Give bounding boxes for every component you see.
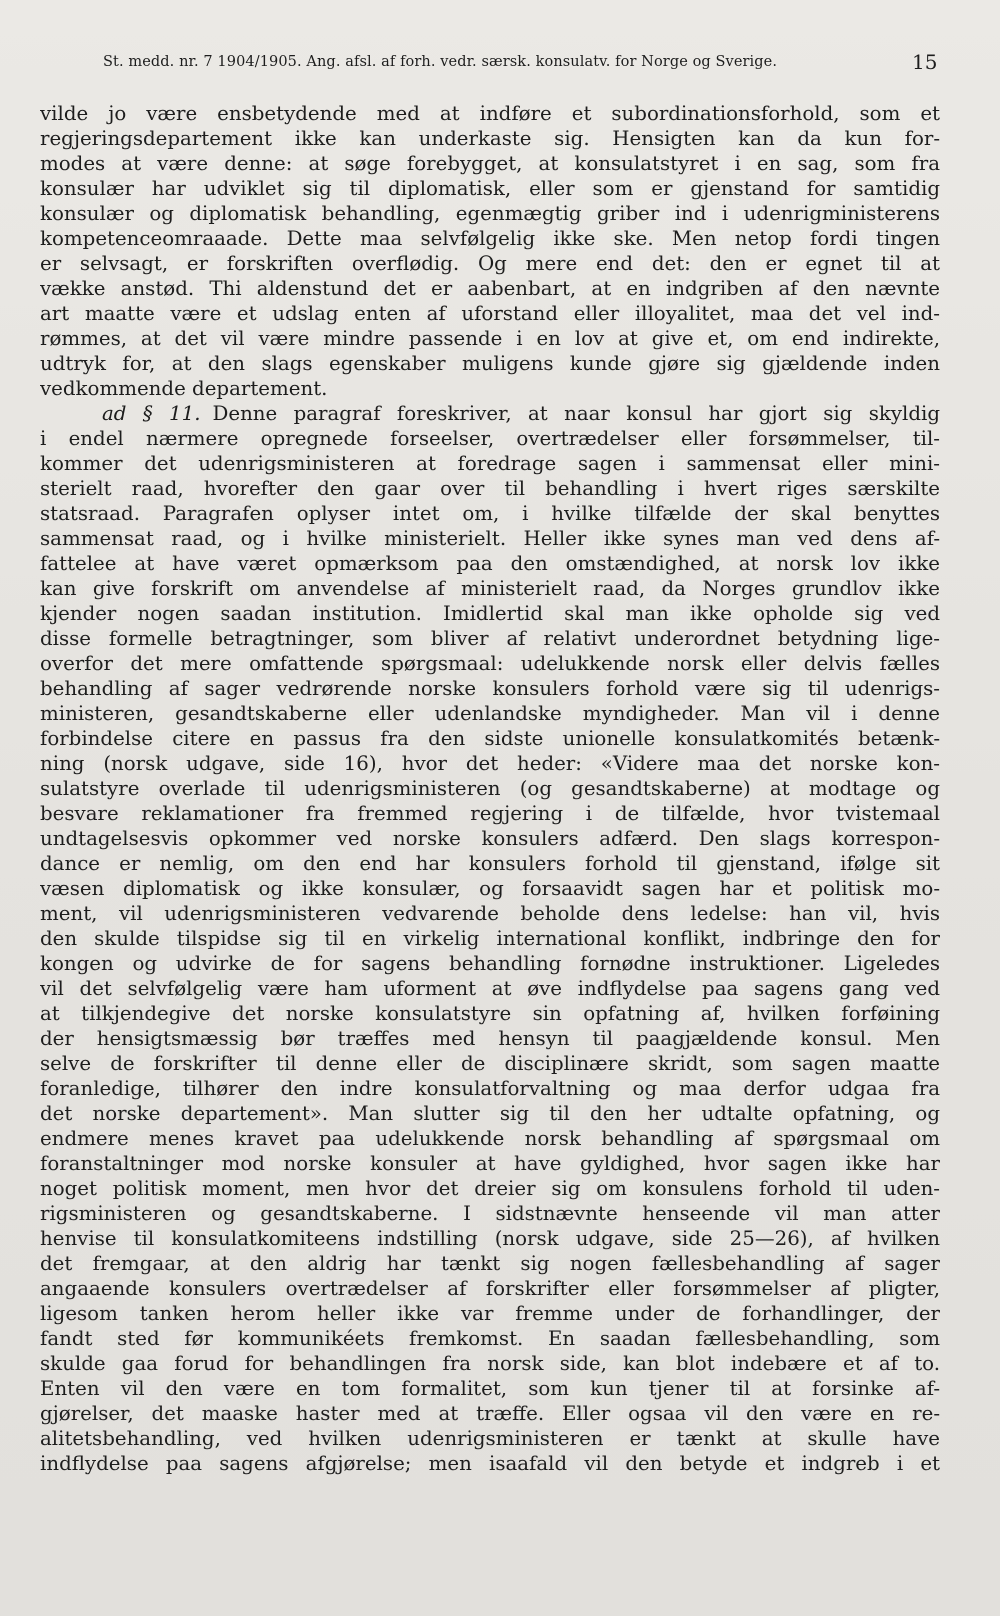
body-text <box>40 101 940 1526</box>
text-line: kan give forskrift om anvendelse af ministerielt raad, da Norges grundlov ikke <box>40 577 940 600</box>
text-line: den skulde tilspidse sig til en virkelig international konflikt, indbringe den for <box>40 927 940 950</box>
text-line: henvise til konsulatkomiteens indstilling (norsk udgave, side 25—26), af hvilken <box>40 1227 940 1250</box>
text-line: i endel nærmere opregnede forseelser, overtrædelser eller forsømmelser, til- <box>40 427 940 450</box>
text-line: besvare reklamationer fra fremmed regjering i de tilfælde, hvor tvistemaal <box>40 802 940 825</box>
text-line: angaaende konsulers overtrædelser af forskrifter eller forsømmelser af pligter, <box>40 1277 940 1300</box>
text-line: fandt sted før kommunikéets fremkomst. En saadan fællesbehandling, som <box>40 1327 940 1350</box>
text-line: sterielt raad, hvorefter den gaar over til behandling i hvert riges særskilte <box>40 477 940 500</box>
text-line: at tilkjendegive det norske konsulatstyre sin opfatning af, hvilken forføining <box>40 1002 940 1025</box>
text-line: konsulær har udviklet sig til diplomatisk, eller som er gjenstand for samtidig <box>40 177 940 200</box>
text-line: art maatte være et udslag enten af uforstand eller illoyalitet, maa det vel ind- <box>40 302 940 325</box>
text-line: indflydelse paa sagens afgjørelse; men isaafald vil den betyde et indgreb i et <box>40 1452 940 1475</box>
text-line: sulatstyre overlade til udenrigsministeren (og gesandtskaberne) at modtage og <box>40 777 940 800</box>
text-line: det norske departement». Man slutter sig til den her udtalte opfatning, og <box>40 1102 940 1125</box>
text-line: noget politisk moment, men hvor det dreier sig om konsulens forhold til uden- <box>40 1177 940 1200</box>
text-line: gjørelser, det maaske haster med at træffe. Eller ogsaa vil den være en re- <box>40 1402 940 1425</box>
text-line: fattelee at have været opmærksom paa den omstændighed, at norsk lov ikke <box>40 552 940 575</box>
text-line: dance er nemlig, om den end har konsulers forhold til gjenstand, ifølge sit <box>40 852 940 875</box>
text-line: undtagelsesvis opkommer ved norske konsulers adfærd. Den slags korrespon- <box>40 827 940 850</box>
text-line: behandling af sager vedrørende norske konsulers forhold være sig til udenrigs- <box>40 677 940 700</box>
text-line: vil det selvfølgelig være ham uforment at øve indflydelse paa sagens gang ved <box>40 977 940 1000</box>
text-line: kommer det udenrigsministeren at foredrage sagen i sammensat eller mini- <box>40 452 940 475</box>
text-line: Denne paragraf foreskriver, at naar konsul har gjort sig skyldig <box>212 402 940 425</box>
text-line: vække anstød. Thi aldenstund det er aabenbart, at en indgriben af den nævnte <box>40 277 940 300</box>
text-line: udtryk for, at den slags egenskaber muligens kunde gjøre sig gjældende inden <box>40 352 940 375</box>
text-line: ministeren, gesandtskaberne eller udenlandske myndigheder. Man vil i denne <box>40 702 940 725</box>
text-line: væsen diplomatisk og ikke konsulær, og forsaavidt sagen har et politisk mo- <box>40 877 940 900</box>
section-first-line <box>40 401 940 426</box>
text-line: ning (norsk udgave, side 16), hvor det heder: «Videre maa det norske kon- <box>40 752 940 775</box>
text-line: sammensat raad, og i hvilke ministerielt. Heller ikke synes man ved dens af- <box>40 527 940 550</box>
running-head: St. medd. nr. 7 1904/1905. Ang. afsl. af forh. vedr. særsk. konsulatv. for Norge og Sverige. <box>103 54 778 70</box>
text-line: konsulær og diplomatisk behandling, egenmægtig griber ind i udenrigministerens <box>40 202 940 225</box>
text-line: selve de forskrifter til denne eller de disciplinære skridt, som sagen maatte <box>40 1052 940 1075</box>
text-line: endmere menes kravet paa udelukkende norsk behandling af spørgsmaal om <box>40 1127 940 1150</box>
text-line: alitetsbehandling, ved hvilken udenrigsministeren er tænkt at skulle have <box>40 1427 940 1450</box>
text-line: det fremgaar, at den aldrig har tænkt sig nogen fællesbehandling af sager <box>40 1252 940 1275</box>
text-line: foranstaltninger mod norske konsuler at have gyldighed, hvor sagen ikke har <box>40 1152 940 1175</box>
text-line: disse formelle betragtninger, som bliver af relativt underordnet betydning lige- <box>40 627 940 650</box>
text-line <box>40 1501 940 1526</box>
text-line: rømmes, at det vil være mindre passende i en lov at give et, om end indirekte, <box>40 327 940 350</box>
text-line: ligesom tanken herom heller ikke var fremme under de forhandlinger, der <box>40 1302 940 1325</box>
text-line: vedkommende departement. <box>40 377 328 400</box>
section-lead: ad § 11. <box>102 402 201 425</box>
text-line: ment, vil udenrigsministeren vedvarende beholde dens ledelse: han vil, hvis <box>40 902 940 925</box>
text-line: kongen og udvirke de for sagens behandling fornødne instruktioner. Ligeledes <box>40 952 940 975</box>
text-line: statsraad. Paragrafen oplyser intet om, i hvilke tilfælde der skal benyttes <box>40 502 940 525</box>
text-line: regjeringsdepartement ikke kan underkaste sig. Hensigten kan da kun for- <box>40 127 940 150</box>
text-line: rigsministeren og gesandtskaberne. I sidstnævnte henseende vil man atter <box>40 1202 940 1225</box>
text-line: overfor det mere omfattende spørgsmaal: udelukkende norsk eller delvis fælles <box>40 652 940 675</box>
text-line: modes at være denne: at søge forebygget, at konsulatstyret i en sag, som fra <box>40 152 940 175</box>
text-line: forbindelse citere en passus fra den sidste unionelle konsulatkomités betænk- <box>40 727 940 750</box>
text-line <box>40 1476 940 1501</box>
text-line: der hensigtsmæssig bør træffes med hensyn til paagjældende konsul. Men <box>40 1027 940 1050</box>
text-line: skulde gaa forud for behandlingen fra norsk side, kan blot indebære et af to. <box>40 1352 940 1375</box>
text-line: kompetenceomraaade. Dette maa selvfølgelig ikke ske. Men netop fordi tingen <box>40 227 940 250</box>
text-line: Enten vil den være en tom formalitet, som kun tjener til at forsinke af- <box>40 1377 940 1400</box>
text-line: vilde jo være ensbetydende med at indføre et subordinationsforhold, som et <box>40 102 940 125</box>
text-line: er selvsagt, er forskriften overflødig. Og mere end det: den er egnet til at <box>40 252 940 275</box>
text-line: foranledige, tilhører den indre konsulatforvaltning og maa derfor udgaa fra <box>40 1077 940 1100</box>
text-line: kjender nogen saadan institution. Imidlertid skal man ikke opholde sig ved <box>40 602 940 625</box>
page-number: 15 <box>912 50 938 74</box>
